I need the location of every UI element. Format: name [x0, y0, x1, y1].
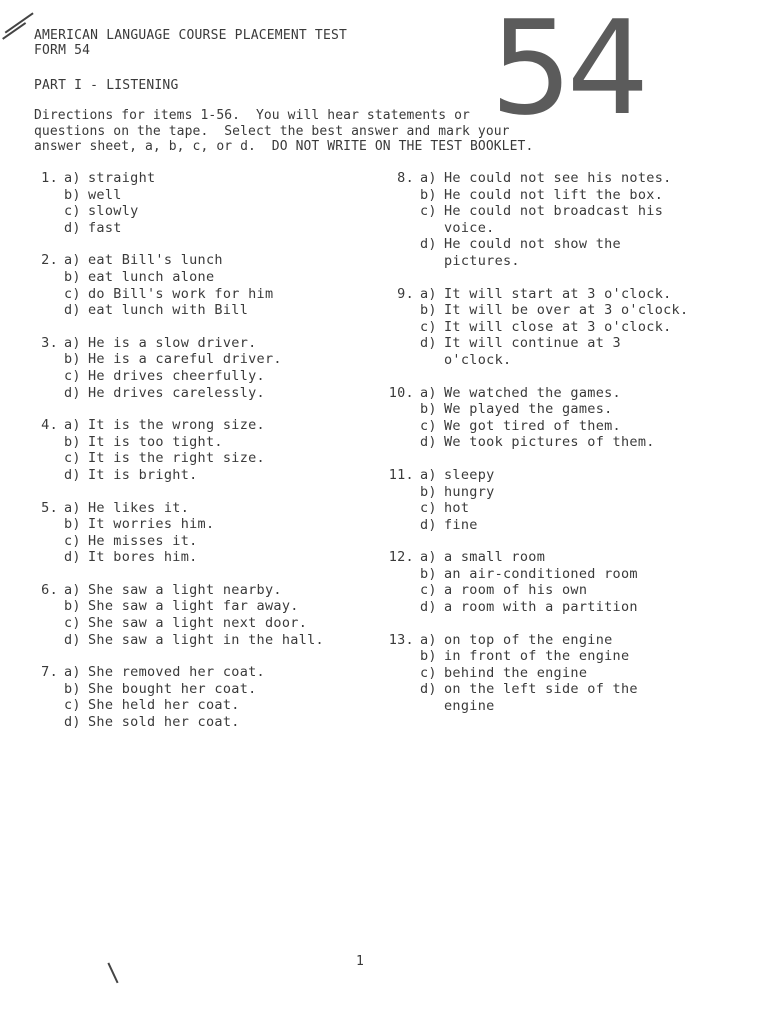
option-text: She saw a light nearby. — [88, 581, 282, 598]
option-letter: a) — [420, 549, 437, 566]
option-letter: d) — [64, 549, 81, 566]
option-text: sleepy — [444, 466, 495, 483]
question-number — [382, 319, 420, 336]
option-letter: c) — [64, 367, 81, 384]
option-text: He is a slow driver. — [88, 334, 257, 351]
option-letter: d) — [64, 302, 81, 319]
question-number — [382, 582, 420, 599]
question-number — [34, 286, 64, 303]
option-text: She saw a light next door. — [88, 615, 308, 632]
option-text: It will be over at 3 o'clock. — [444, 302, 689, 319]
option-text: He drives cheerfully. — [88, 367, 265, 384]
directions-line: Directions for items 1-56. You will hear statements or — [34, 108, 470, 123]
option-letter: c) — [420, 417, 437, 434]
option-text: eat Bill's lunch — [88, 252, 223, 269]
directions-line: answer sheet, a, b, c, or d. DO NOT WRITE ON THE TEST BOOKLET. — [34, 139, 534, 154]
option-text: He could not see his notes. — [444, 170, 672, 186]
question-number — [382, 566, 420, 583]
option-text: a small room — [444, 549, 546, 566]
option-letter: d) — [420, 335, 437, 352]
option-letter: a) — [420, 285, 437, 302]
option-text: It bores him. — [88, 549, 198, 566]
question-item — [34, 252, 364, 318]
answer-option — [34, 681, 364, 698]
option-text: She saw a light far away. — [88, 598, 299, 615]
part-heading: PART I - LISTENING — [34, 78, 179, 93]
option-letter: a) — [420, 466, 437, 483]
answer-option — [34, 220, 364, 237]
option-letter: a) — [420, 384, 437, 401]
option-text: hungry — [444, 483, 495, 500]
option-letter: b) — [64, 351, 81, 368]
option-letter: c) — [64, 697, 81, 714]
question-number — [382, 434, 420, 451]
question-number: 12. — [388, 549, 414, 566]
question-number — [34, 434, 64, 451]
question-number — [34, 368, 64, 385]
option-letter: a) — [64, 664, 81, 681]
option-text: It is the right size. — [88, 450, 265, 467]
answer-option — [382, 484, 692, 501]
question-number: 8. — [397, 170, 414, 186]
answer-option — [34, 187, 364, 204]
answer-option — [34, 368, 364, 385]
option-text: fast — [88, 219, 122, 236]
option-letter: a) — [420, 170, 437, 186]
test-form: FORM 54 — [34, 43, 91, 58]
question-number — [34, 681, 64, 698]
option-letter: c) — [64, 285, 81, 302]
question-number — [382, 648, 420, 665]
option-letter: b) — [64, 186, 81, 203]
question-number — [382, 484, 420, 501]
option-letter: d) — [420, 516, 437, 533]
question-item — [34, 170, 364, 236]
option-text: on the left side of the engine — [444, 681, 638, 715]
option-letter: c) — [64, 203, 81, 220]
question-number: 7. — [41, 664, 58, 681]
question-item — [382, 632, 692, 715]
question-number — [382, 302, 420, 319]
answer-option — [34, 549, 364, 566]
question-number — [382, 500, 420, 517]
option-text: We played the games. — [444, 401, 613, 418]
answer-option — [382, 566, 692, 583]
answer-option — [34, 335, 364, 352]
answer-option — [34, 664, 364, 681]
option-letter: a) — [64, 417, 81, 434]
answer-option — [382, 335, 692, 368]
directions — [34, 108, 674, 155]
option-text: It is the wrong size. — [88, 417, 265, 434]
option-text: It will continue at 3 o'clock. — [444, 335, 621, 368]
answer-option — [34, 533, 364, 550]
answer-option — [382, 665, 692, 682]
answer-option — [34, 615, 364, 632]
option-text: on top of the engine — [444, 631, 613, 648]
answer-option — [34, 467, 364, 484]
answer-option — [34, 351, 364, 368]
question-number: 10. — [388, 384, 414, 401]
question-number — [34, 467, 64, 484]
question-number: 6. — [41, 581, 58, 598]
option-letter: c) — [420, 582, 437, 599]
question-number: 11. — [388, 466, 414, 483]
option-text: behind the engine — [444, 664, 588, 681]
answer-option — [34, 500, 364, 517]
answer-option — [34, 252, 364, 269]
answer-option — [34, 714, 364, 731]
answer-option — [382, 418, 692, 435]
option-text: It will close at 3 o'clock. — [444, 318, 672, 335]
option-text: a room of his own — [444, 582, 588, 599]
answer-option — [382, 302, 692, 319]
question-number — [34, 549, 64, 566]
answer-option — [382, 632, 692, 649]
question-item — [382, 286, 692, 369]
option-letter: d) — [64, 631, 81, 648]
option-text: He likes it. — [88, 499, 190, 516]
question-number: 1. — [41, 170, 58, 186]
option-letter: c) — [420, 318, 437, 335]
question-number — [34, 269, 64, 286]
answer-option — [382, 467, 692, 484]
question-item — [382, 549, 692, 615]
option-letter: b) — [420, 648, 437, 665]
corner-pen-mark — [5, 12, 34, 33]
option-letter: b) — [420, 483, 437, 500]
answer-option — [34, 516, 364, 533]
option-letter: d) — [420, 434, 437, 451]
option-text: He drives carelessly. — [88, 384, 265, 401]
option-text: eat lunch alone — [88, 268, 215, 285]
answer-option — [382, 681, 692, 714]
left-question-column — [34, 170, 364, 747]
answer-option — [382, 549, 692, 566]
answer-option — [382, 203, 692, 236]
option-text: We took pictures of them. — [444, 434, 655, 451]
question-number — [382, 203, 420, 236]
option-letter: b) — [64, 680, 81, 697]
answer-option — [34, 450, 364, 467]
question-number: 13. — [388, 631, 414, 648]
question-number — [34, 714, 64, 731]
question-number: 2. — [41, 252, 58, 269]
question-number: 5. — [41, 499, 58, 516]
question-number — [34, 302, 64, 319]
option-text: She held her coat. — [88, 697, 240, 714]
option-letter: d) — [64, 466, 81, 483]
option-letter: a) — [64, 252, 81, 269]
option-letter: c) — [64, 532, 81, 549]
option-text: straight — [88, 170, 156, 186]
option-letter: d) — [64, 714, 81, 731]
option-letter: c) — [64, 450, 81, 467]
option-text: We watched the games. — [444, 384, 621, 401]
question-number — [34, 516, 64, 533]
option-letter: c) — [420, 664, 437, 681]
option-letter: c) — [420, 203, 437, 220]
option-letter: d) — [420, 599, 437, 616]
question-number — [382, 236, 420, 269]
margin-pen-mark — [107, 963, 118, 984]
option-text: She saw a light in the hall. — [88, 631, 324, 648]
option-letter: a) — [64, 581, 81, 598]
answer-option — [34, 697, 364, 714]
option-text: She removed her coat. — [88, 664, 265, 681]
answer-option — [382, 286, 692, 303]
option-text: hot — [444, 500, 470, 517]
option-text: It worries him. — [88, 516, 215, 533]
option-text: He could not show the pictures. — [444, 236, 621, 269]
option-text: fine — [444, 516, 478, 533]
option-letter: a) — [64, 334, 81, 351]
option-text: He could not lift the box. — [444, 186, 664, 203]
option-letter: d) — [420, 681, 437, 698]
question-number — [382, 517, 420, 534]
answer-option — [34, 582, 364, 599]
answer-option — [382, 582, 692, 599]
question-item — [382, 467, 692, 533]
answer-option — [382, 385, 692, 402]
option-text: do Bill's work for him — [88, 285, 274, 302]
option-letter: b) — [420, 401, 437, 418]
question-number — [34, 187, 64, 204]
question-number — [382, 401, 420, 418]
answer-option — [34, 434, 364, 451]
question-item — [382, 385, 692, 451]
question-number — [34, 533, 64, 550]
question-item — [34, 500, 364, 566]
answer-option — [34, 203, 364, 220]
answer-option — [382, 648, 692, 665]
answer-option — [382, 170, 692, 187]
question-number — [34, 598, 64, 615]
right-question-column — [382, 170, 692, 731]
answer-option — [34, 170, 364, 187]
question-number — [34, 615, 64, 632]
option-text: slowly — [88, 203, 139, 220]
question-item — [382, 170, 692, 270]
answer-option — [34, 302, 364, 319]
option-letter: b) — [420, 186, 437, 203]
question-number — [34, 632, 64, 649]
answer-option — [34, 598, 364, 615]
answer-option — [382, 236, 692, 269]
question-number: 9. — [397, 285, 414, 302]
question-item — [34, 417, 364, 483]
question-number — [382, 681, 420, 714]
answer-option — [382, 517, 692, 534]
question-number — [34, 385, 64, 402]
option-letter: a) — [420, 631, 437, 648]
answer-option — [382, 319, 692, 336]
option-letter: d) — [64, 219, 81, 236]
option-letter: d) — [64, 384, 81, 401]
question-item — [34, 664, 364, 730]
option-letter: b) — [420, 302, 437, 319]
option-text: It is bright. — [88, 466, 198, 483]
question-number — [34, 697, 64, 714]
option-letter: a) — [64, 170, 81, 186]
option-text: an air-conditioned room — [444, 565, 638, 582]
directions-line: questions on the tape. Select the best answer and mark your — [34, 123, 510, 139]
question-item — [34, 582, 364, 648]
option-text: in front of the engine — [444, 648, 630, 665]
question-number — [34, 450, 64, 467]
option-letter: b) — [64, 516, 81, 533]
answer-option — [382, 500, 692, 517]
option-letter: a) — [64, 499, 81, 516]
answer-option — [34, 286, 364, 303]
option-text: She bought her coat. — [88, 680, 257, 697]
question-number — [382, 187, 420, 204]
question-item — [34, 335, 364, 401]
question-number — [34, 203, 64, 220]
option-letter: c) — [64, 615, 81, 632]
option-text: well — [88, 186, 122, 203]
answer-option — [382, 434, 692, 451]
option-text: We got tired of them. — [444, 417, 621, 434]
form-number-stamp: 54 — [490, 0, 644, 144]
option-text: He misses it. — [88, 532, 198, 549]
option-letter: b) — [64, 268, 81, 285]
question-number — [382, 599, 420, 616]
option-letter: b) — [420, 565, 437, 582]
option-text: It is too tight. — [88, 433, 223, 450]
option-letter: b) — [64, 433, 81, 450]
test-header — [34, 28, 347, 58]
page-number: 1 — [356, 954, 364, 969]
question-number — [34, 351, 64, 368]
option-text: eat lunch with Bill — [88, 302, 249, 319]
answer-option — [382, 599, 692, 616]
option-text: a room with a partition — [444, 599, 638, 616]
option-text: She sold her coat. — [88, 714, 240, 731]
question-number — [382, 665, 420, 682]
answer-option — [382, 401, 692, 418]
test-title: AMERICAN LANGUAGE COURSE PLACEMENT TEST — [34, 28, 348, 43]
option-text: He is a careful driver. — [88, 351, 282, 368]
option-text: It will start at 3 o'clock. — [444, 285, 672, 302]
answer-option — [34, 385, 364, 402]
answer-option — [34, 417, 364, 434]
option-letter: b) — [64, 598, 81, 615]
answer-option — [382, 187, 692, 204]
option-letter: d) — [420, 236, 437, 253]
question-number: 4. — [41, 417, 58, 434]
question-number: 3. — [41, 334, 58, 351]
question-number — [34, 220, 64, 237]
question-number — [382, 418, 420, 435]
answer-option — [34, 632, 364, 649]
option-text: He could not broadcast his voice. — [444, 203, 664, 236]
option-letter: c) — [420, 500, 437, 517]
answer-option — [34, 269, 364, 286]
question-number — [382, 335, 420, 368]
